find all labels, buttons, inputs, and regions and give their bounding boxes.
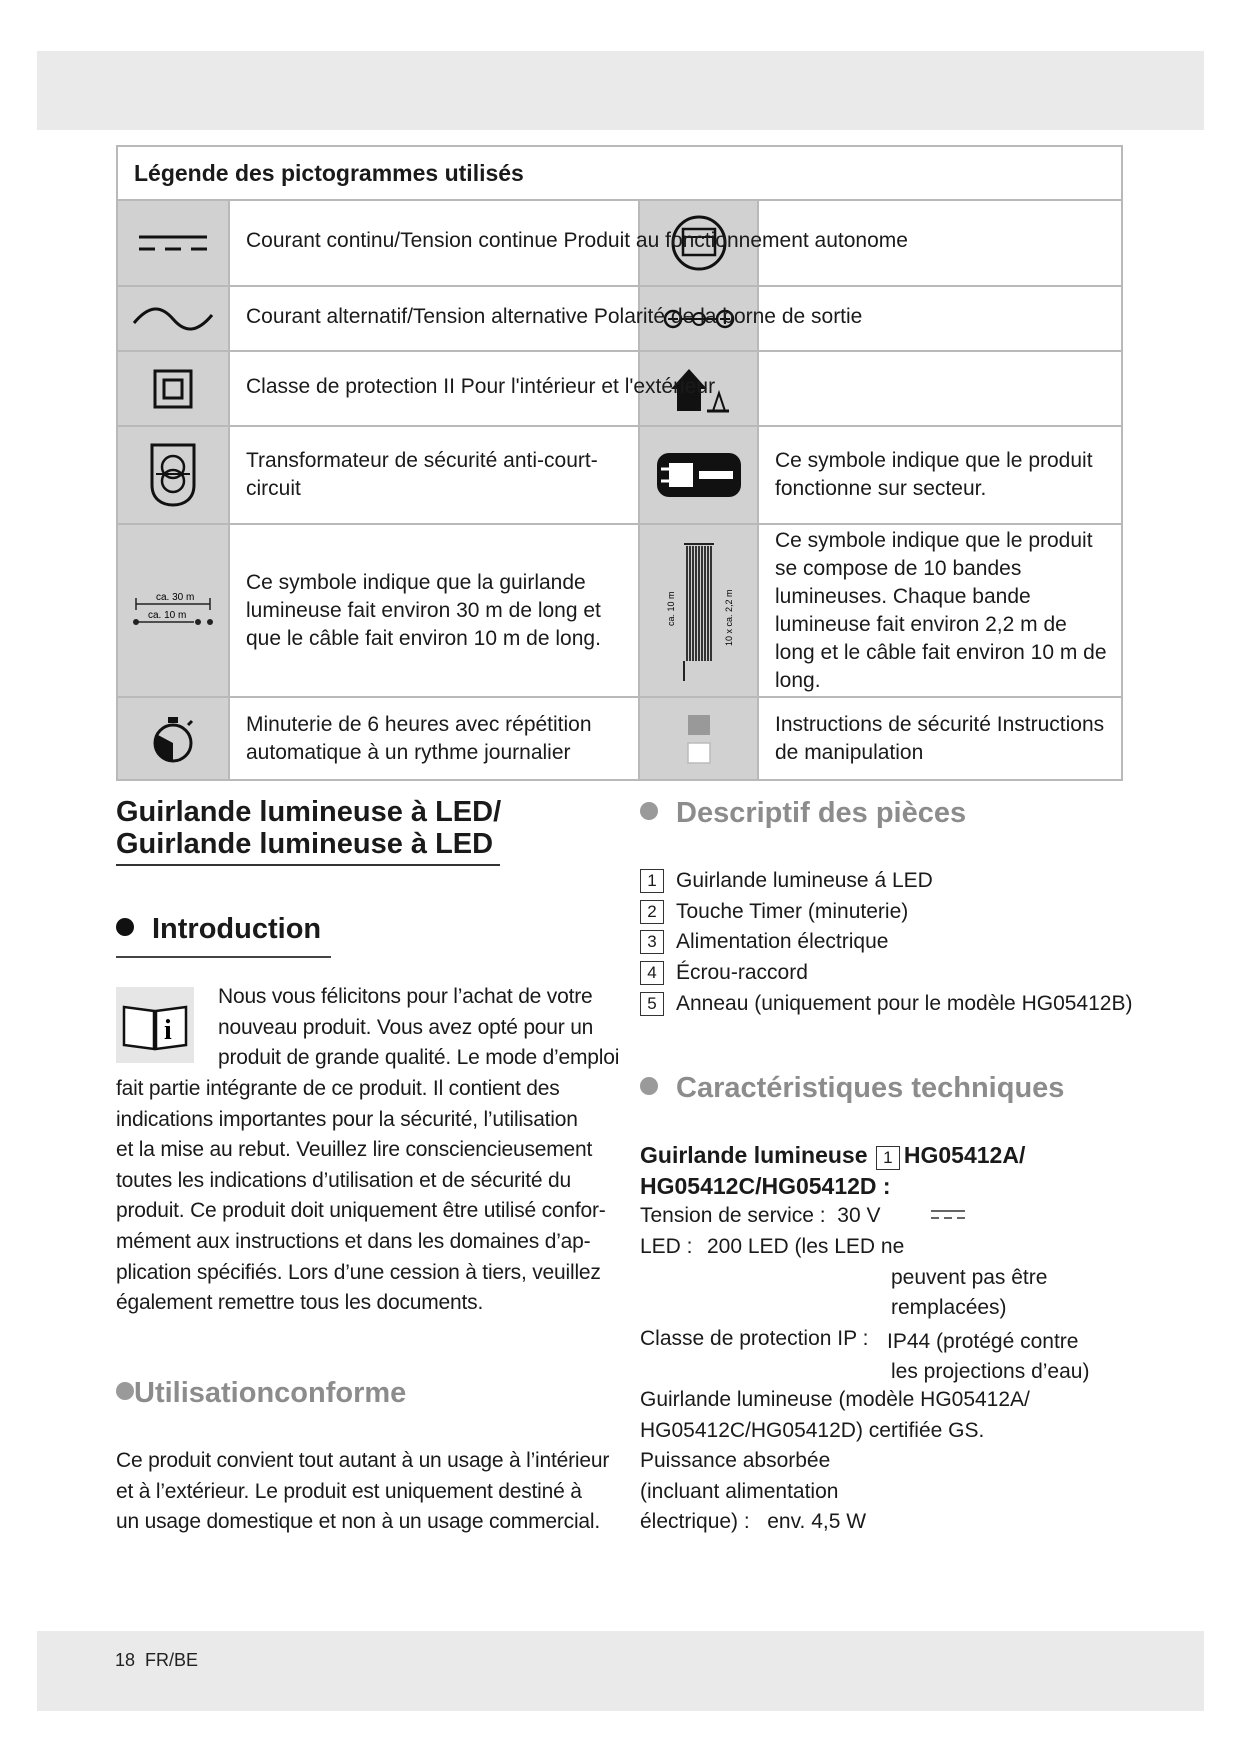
intended-use-heading: Utilisationconforme [116,1377,406,1410]
legend-text-3: Classe de protection II Pour l'intérieur et l'extérieur [246,375,716,398]
tech-heading: Caractéristiques techniques [640,1072,1064,1105]
list-item: 4 Écrou-raccord [640,958,1132,989]
footer-band [37,1631,1204,1711]
tech-ip-value-2: les projections d’eau) [891,1360,1090,1383]
list-item: 2 Touche Timer (minuterie) [640,897,1132,928]
legend-row [118,698,1121,779]
legend-row [118,352,1121,427]
introduction-heading: Introduction [116,913,321,946]
tech-led-value-3: remplacées) [891,1296,1007,1319]
parts-heading: Descriptif des pièces [640,797,966,830]
svg-text:i: i [164,1015,172,1046]
title-underline [116,864,500,866]
strand-label-10: ca. 10 m [665,590,676,626]
bullet-icon [640,802,658,820]
tech-voltage: Tension de service : 30 V [640,1201,966,1232]
intro-paragraph: fait partie intégrante de ce produit. Il contient des indications importantes pour la sécurité, l’utilisation et la mise au rebut. Veuillez lire consciencieusement toutes les indications d’utilisation et de sécurité du produit. Ce produit doit uniquement être utilisé confor- mément aux instructions et dans les domaines d’ap- plication spécifiés. Lors d’une cession à tiers, veuillez également remettre tous les documents. [116,1077,606,1315]
tech-ip-value: IP44 (protégé contre [887,1330,1079,1353]
bullet-icon [116,1382,134,1400]
pictogram-legend-table [116,145,1123,781]
legend-row [118,287,1121,352]
legend-text-6: Minuterie de 6 heures avec répétition automatique à un rythme journalier [246,712,592,764]
tech-led-value: 200 LED (les LED ne [707,1235,905,1258]
length-label-30: ca. 30 m [156,591,195,603]
legend-row [118,525,1121,698]
length-label-10: ca. 10 m [148,609,187,621]
safety-transformer-icon [118,427,230,523]
header-band [37,51,1204,130]
length-icon [118,525,230,696]
list-item: 1 Guirlande lumineuse á LED [640,866,1132,897]
product-title: Guirlande lumineuse à LED/ Guirlande lumineuse à LED [116,796,502,860]
tech-gs: Guirlande lumineuse (modèle HG05412A/ HG05412C/HG05412D) certifiée GS. Puissance absorbée (incluant alimentation électrique) : env. 4,5 W [640,1388,1030,1534]
tech-product-title: Guirlande lumineuse 1 HG05412A/ HG05412C/HG05412D : [640,1142,1026,1199]
ac-current-icon [118,287,230,350]
light-strands-icon [638,525,759,696]
list-item: 3 Alimentation électrique [640,927,1132,958]
legend-text-1: Courant continu/Tension continue Produit au fonctionnement autonome [246,229,908,252]
safety-square-icon [638,698,759,779]
legend-text-6b: Instructions de sécurité Instructions de manipulation [775,712,1105,764]
mains-plug-icon [638,427,759,523]
tech-led-label: LED : [640,1235,693,1258]
tech-led-value-2: peuvent pas être [891,1266,1048,1289]
legend-text-5b: Ce symbole indique que le produit se compose de 10 bandes lumineuses. Chaque bande lumineuse fait environ 2,2 m de long et le câble fait environ 10 m de long. [775,528,1107,692]
bullet-icon [116,918,134,936]
intro-paragraph-short: Nous vous félicitons pour l’achat de votre nouveau produit. Vous avez opté pour un produit de grande qualité. Le mode d’emploi [218,985,620,1070]
parts-list [640,866,1132,1019]
page-footer: 18 FR/BE [115,1650,199,1670]
manual-book-icon [116,987,194,1063]
legend-row [118,427,1121,525]
intended-use-paragraph: Ce produit convient tout autant à un usage à l’intérieur et à l’extérieur. Le produit est uniquement destiné à un usage domestique et non à un usage commercial. [116,1449,610,1534]
tech-ip-label: Classe de protection IP : [640,1327,869,1350]
bullet-icon [640,1077,658,1095]
protection-class-2-icon [118,352,230,425]
dc-current-icon [930,1208,966,1222]
legend-text-4: Transformateur de sécurité anti-court-circuit [246,449,598,500]
legend-text-2: Courant alternatif/Tension alternative Polarité de la borne de sortie [246,305,863,328]
heading-underline [116,956,331,958]
legend-title: Légende des pictogrammes utilisés [118,147,1121,201]
timer-icon [118,698,230,779]
dc-current-icon [118,201,230,285]
legend-row [118,201,1121,287]
legend-text-5: Ce symbole indique que la guirlande lumineuse fait environ 30 m de long et que le câble fait environ 10 m de long. [246,570,601,650]
legend-text-4b: Ce symbole indique que le produit fonctionne sur secteur. [775,449,1093,500]
strand-label-22: 10 x ca. 2,2 m [723,588,734,646]
list-item: 5 Anneau (uniquement pour le modèle HG05412B) [640,988,1132,1019]
